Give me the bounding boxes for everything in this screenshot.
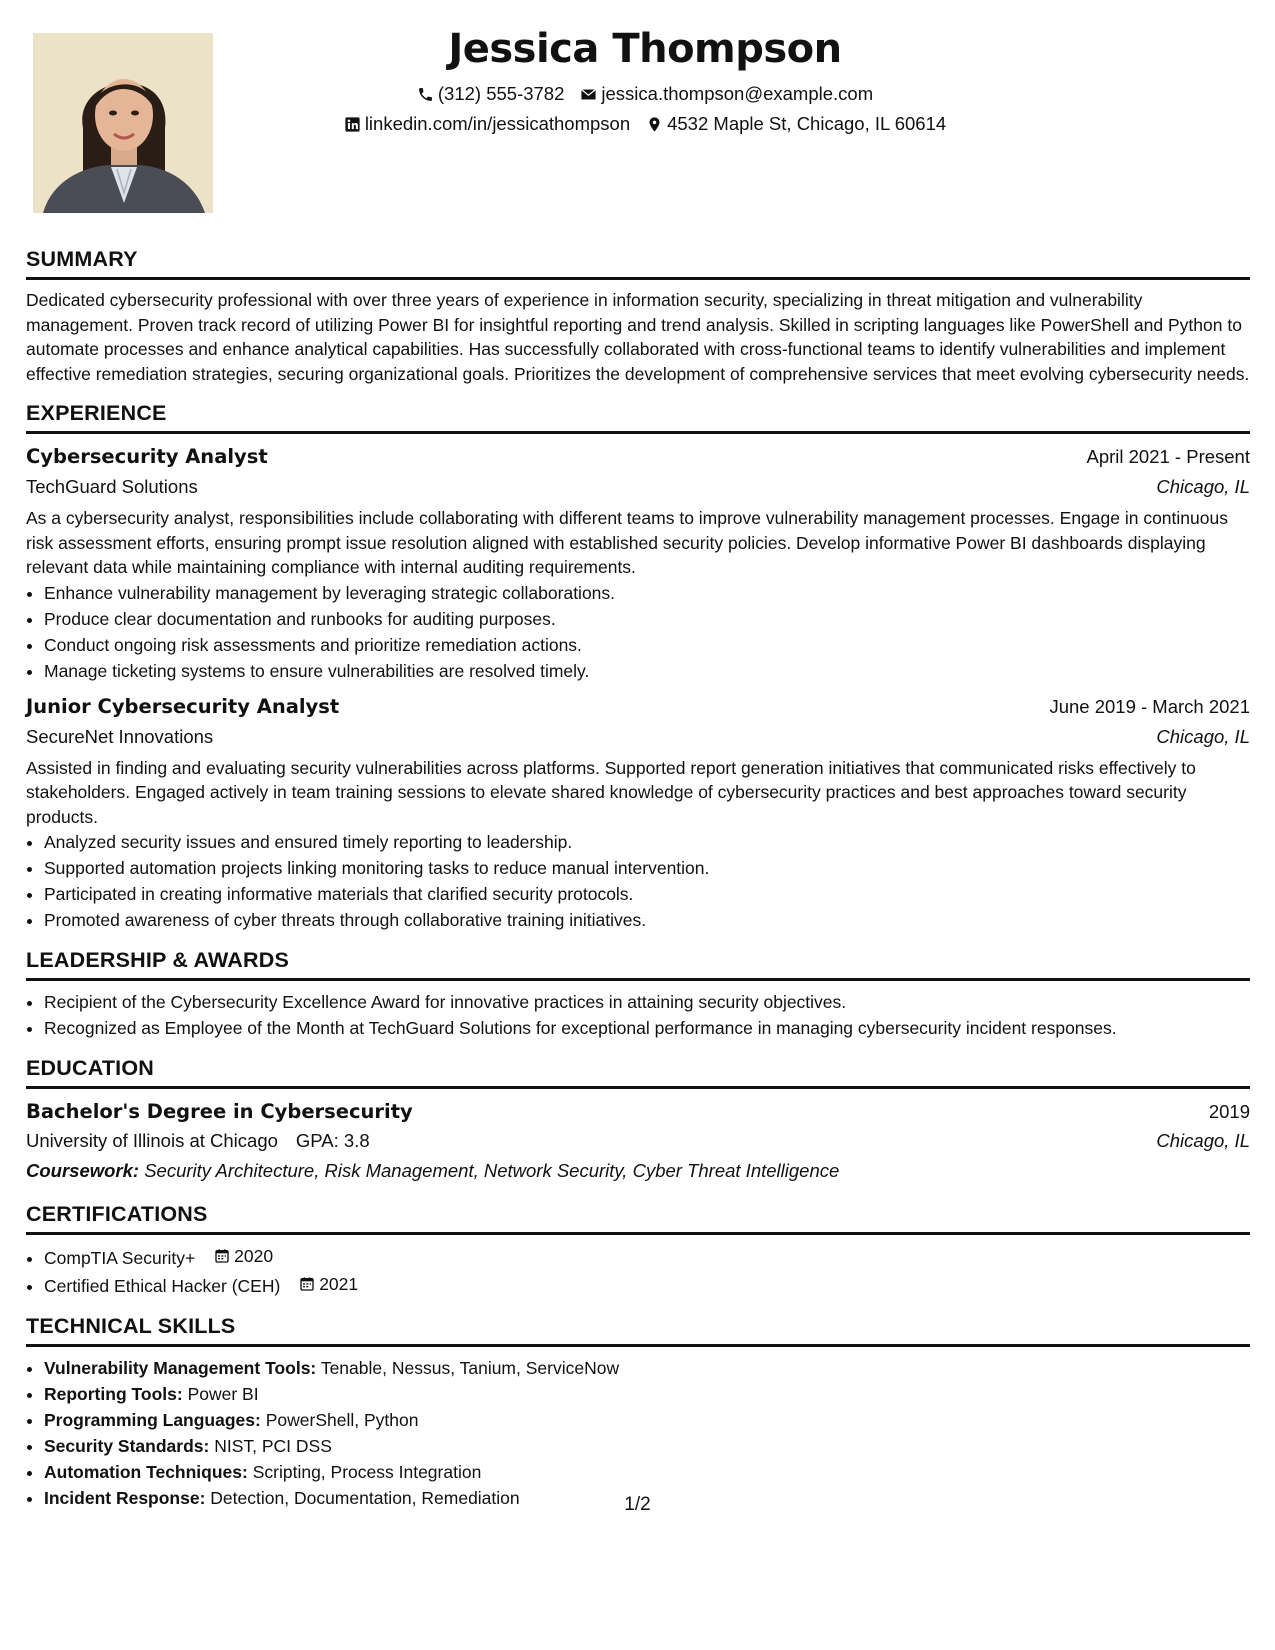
list-item: • Analyzed security issues and ensured timely reporting to leadership. [44,829,1250,855]
job-bullets [26,829,1250,933]
section-title-skills: TECHNICAL SKILLS [26,1314,236,1338]
section-title-summary: SUMMARY [26,247,138,271]
list-item [44,1355,1250,1381]
list-item [44,1407,1250,1433]
linkedin-text: linkedin.com/in/jessicathompson [364,113,631,134]
skill-label: Programming Languages: [44,1410,261,1430]
awards-list [26,989,1250,1041]
email-contact[interactable] [580,82,873,106]
skill-label: Vulnerability Management Tools: [44,1358,317,1378]
phone-text: (312) 555-3782 [437,83,565,104]
list-item: • Produce clear documentation and runbooks for auditing purposes. [44,606,1250,632]
company-name: TechGuard Solutions [26,476,198,497]
skill-label: Incident Response: [44,1488,206,1508]
summary-section [26,246,1250,386]
section-title-education: EDUCATION [26,1056,155,1080]
coursework [26,1155,1250,1187]
section-divider [26,277,1250,280]
address-text: 4532 Maple St, Chicago, IL 60614 [667,113,947,134]
linkedin-contact[interactable] [344,112,630,136]
candidate-name: Jessica Thompson [448,26,842,72]
company-name: SecureNet Innovations [26,725,214,747]
skill-value: Scripting, Process Integration [252,1462,482,1482]
profile-photo [33,33,213,213]
coursework-list: Security Architecture, Risk Management, Network Security, Cyber Threat Intelligence [144,1160,840,1181]
section-divider [26,1232,1250,1235]
skill-label: Automation Techniques: [44,1462,248,1482]
list-item: • Enhance vulnerability management by leveraging strategic collaborations. [44,580,1250,606]
list-item: • Manage ticketing systems to ensure vulnerabilities are resolved timely. [44,658,1250,684]
list-item: • Recipient of the Cybersecurity Excellence Award for innovative practices in attaining security objectives. [44,989,1250,1015]
degree-title: Bachelor's Degree in Cybersecurity [26,1100,413,1123]
skills-list [26,1355,1250,1511]
list-item [44,1381,1250,1407]
resume-body [26,246,1250,1525]
job-bullets [26,580,1250,684]
section-divider [26,978,1250,981]
job-entry [26,692,1250,934]
summary-text: Dedicated cybersecurity professional with over three years of experience in information security, specializing in threat mitigation and vulnerability management. Proven track record of utilizing Power BI for insightful reporting and trend analysis. Skilled in scripting languages like PowerShell and Python to automate processes and enhance analytical capabilities. Has successfully collaborated with cross-functional teams to identify vulnerabilities and implement effective remediation strategies, securing organizational goals. Prioritizes the development of comprehensive services that meet evolving cybersecurity needs. [26,290,1250,384]
certifications-section [26,1201,1250,1299]
map-pin-icon [646,116,663,133]
cert-year: 2021 [319,1274,359,1294]
section-title-certifications: CERTIFICATIONS [26,1202,208,1226]
list-item [44,1243,1250,1271]
skill-value: Detection, Documentation, Remediation [210,1488,520,1508]
list-item: • Participated in creating informative materials that clarified security protocols. [44,881,1250,907]
skill-value: Tenable, Nessus, Tanium, ServiceNow [320,1358,620,1378]
coursework-label: Coursework: [26,1160,140,1181]
job-description: Assisted in finding and evaluating security vulnerabilities across platforms. Supported report generation initiatives that communicated risks effectively to stakeholders. Engaged actively in team training sessions to elevate shared knowledge of cybersecurity practices and best approaches toward security products. [26,757,1196,827]
list-item: • Promoted awareness of cyber threats through collaborative training initiatives. [44,907,1250,933]
section-divider [26,1344,1250,1347]
email-text: jessica.thompson@example.com [601,83,874,104]
contact-row-primary [250,82,1040,106]
list-item [44,1459,1250,1485]
experience-section [26,400,1250,933]
cert-name: CompTIA Security+ [44,1248,196,1268]
list-item: • Conduct ongoing risk assessments and prioritize remediation actions. [44,632,1250,658]
list-item [44,1271,1250,1299]
envelope-icon [580,86,597,103]
section-title-leadership: LEADERSHIP & AWARDS [26,948,290,972]
phone-contact[interactable] [417,82,565,106]
school-location: Chicago, IL [1156,1130,1250,1151]
skill-value: PowerShell, Python [265,1410,419,1430]
skill-value: Power BI [187,1384,259,1404]
skills-section [26,1313,1250,1511]
leadership-section [26,947,1250,1041]
job-location: Chicago, IL [1156,476,1250,497]
job-dates: June 2019 - March 2021 [1049,695,1250,717]
resume-header [250,22,1040,136]
page-number: 1/2 [624,1494,651,1515]
list-item [44,1433,1250,1459]
list-item: • Supported automation projects linking monitoring tasks to reduce manual intervention. [44,855,1250,881]
job-dates: April 2021 - Present [1086,446,1250,467]
certifications-list [26,1243,1250,1299]
job-title: Junior Cybersecurity Analyst [26,694,340,718]
section-divider [26,431,1250,434]
linkedin-icon [344,116,361,133]
list-item: • Recognized as Employee of the Month at TechGuard Solutions for exceptional performance in managing cybersecurity incident responses. [44,1015,1250,1041]
cert-year: 2020 [234,1246,274,1266]
address-contact [646,112,946,136]
phone-icon [417,86,434,103]
job-entry [26,442,1250,684]
school-name: University of Illinois at Chicago [26,1130,278,1151]
contact-row-secondary [250,112,1040,136]
job-description: As a cybersecurity analyst, responsibilities include collaborating with different teams to improve vulnerability management processes. Engage in continuous risk assessment efforts, ensuring prompt issue resolution aligned with established security policies. Develop informative Power BI dashboards displaying relevant data while maintaining compliance with internal auditing requirements. [26,508,1228,577]
skill-label: Security Standards: [44,1436,210,1456]
calendar-icon [299,1276,315,1292]
skill-label: Reporting Tools: [44,1384,183,1404]
section-title-experience: EXPERIENCE [26,401,167,425]
education-section [26,1055,1250,1187]
job-title: Cybersecurity Analyst [26,445,268,468]
calendar-icon [214,1248,230,1264]
skill-value: NIST, PCI DSS [214,1436,332,1456]
gpa: GPA: 3.8 [295,1130,370,1151]
graduation-year: 2019 [1208,1101,1250,1122]
job-location: Chicago, IL [1156,725,1250,747]
section-divider [26,1086,1250,1089]
cert-name: Certified Ethical Hacker (CEH) [44,1276,281,1296]
